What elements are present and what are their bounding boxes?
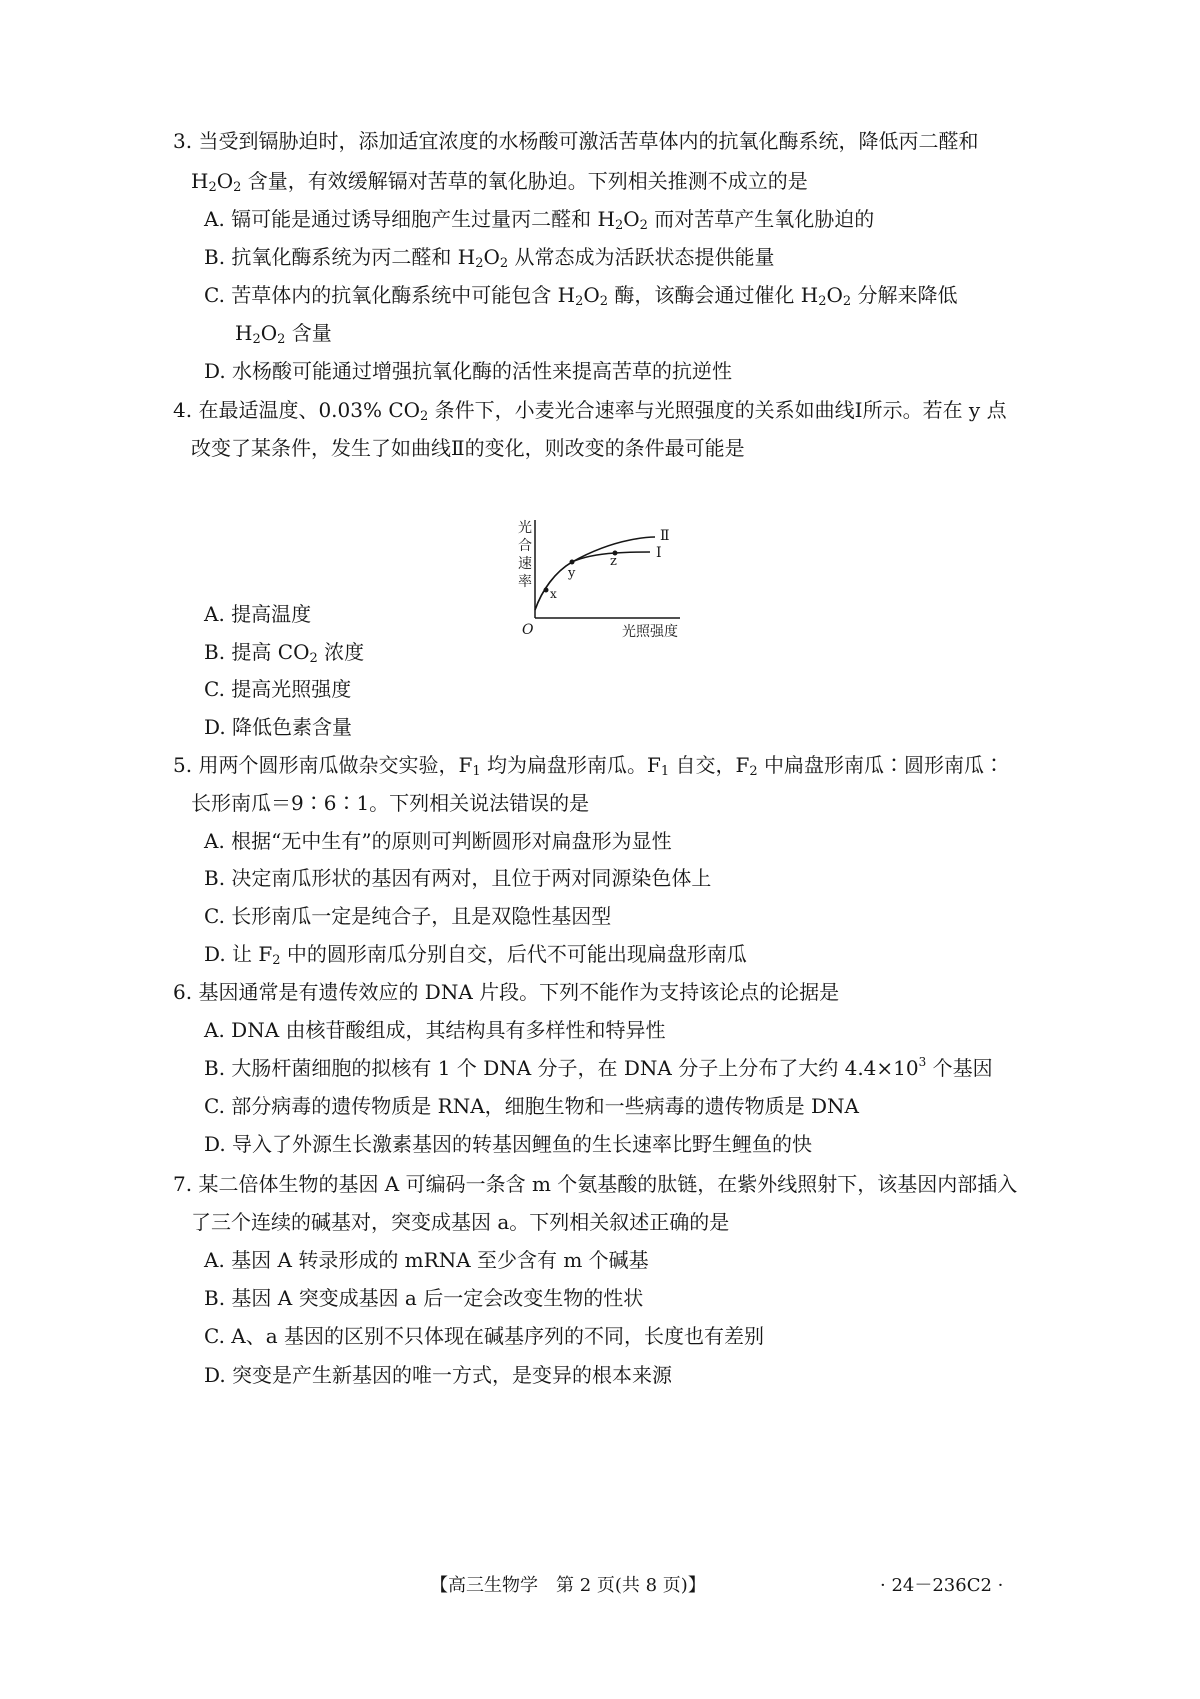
q6-stem: 6. 基因通常是有遗传效应的 DNA 片段。下列不能作为支持该论点的论据是 <box>173 980 840 1004</box>
point-y-label: y <box>568 566 576 581</box>
q5-stem-line1: 5. 用两个圆形南瓜做杂交实验，$F_1$ 均为扁盘形南瓜。$F_1$ 自交，$F_2$ 中扁盘形南瓜∶圆形南瓜∶ <box>173 753 1004 779</box>
q4-stem-line2: 改变了某条件，发生了如曲线Ⅱ的变化，则改变的条件最可能是 <box>191 436 745 460</box>
q3-option-b: B. 抗氧化酶系统为丙二醛和 $H_2O_2$ 从常态成为活跃状态提供能量 <box>204 245 775 271</box>
curve-i <box>535 552 650 610</box>
y-label-char: 率 <box>518 574 532 590</box>
q3-stem-line2: $H_2O_2$ 含量，有效缓解镉对苦草的氧化胁迫。下列相关推测不成立的是 <box>191 169 808 195</box>
page-footer-title: 【高三生物学 第 2 页(共 8 页)】 <box>430 1575 706 1596</box>
photosynthesis-graph <box>510 510 710 640</box>
q7-option-c: C. A、a 基因的区别不只体现在碱基序列的不同，长度也有差别 <box>204 1324 765 1348</box>
q3-option-c-line1: C. 苦草体内的抗氧化酶系统中可能包含 $H_2O_2$ 酶，该酶会通过催化 $H_2O_2$ 分解来降低 <box>204 283 958 309</box>
point-x-label: x <box>550 587 557 601</box>
q3-option-d: D. 水杨酸可能通过增强抗氧化酶的活性来提高苦草的抗逆性 <box>204 359 733 383</box>
point-y <box>570 560 575 565</box>
q3-option-c-line2: $H_2O_2$ 含量 <box>235 321 332 347</box>
curve-ii-label: Ⅱ <box>660 528 670 544</box>
q6-option-d: D. 导入了外源生长激素基因的转基因鲤鱼的生长速率比野生鲤鱼的快 <box>204 1132 813 1156</box>
q7-option-b: B. 基因 A 突变成基因 a 后一定会改变生物的性状 <box>204 1286 644 1310</box>
q6-option-a: A. DNA 由核苷酸组成，其结构具有多样性和特异性 <box>204 1018 666 1042</box>
q6-option-b: B. 大肠杆菌细胞的拟核有 1 个 DNA 分子，在 DNA 分子上分布了大约 $4.4\times 10^3$ 个基因 <box>204 1055 993 1080</box>
q4-option-b: B. 提高 $CO_2$ 浓度 <box>204 640 365 666</box>
q4-stem-line1: 4. 在最适温度、0.03% $CO_2$ 条件下，小麦光合速率与光照强度的关系如曲线Ⅰ所示。若在 y 点 <box>173 398 1007 424</box>
y-label-char: 合 <box>518 538 532 554</box>
q4-option-d: D. 降低色素含量 <box>204 715 353 739</box>
q7-option-a: A. 基因 A 转录形成的 mRNA 至少含有 m 个碱基 <box>204 1248 649 1272</box>
q4-option-a: A. 提高温度 <box>204 602 312 626</box>
origin-label: O <box>522 622 534 638</box>
curve-i-label: Ⅰ <box>656 545 662 561</box>
point-x <box>544 588 549 593</box>
point-z-label: z <box>610 554 617 569</box>
x-label: 光照强度 <box>622 624 678 640</box>
q5-option-a: A. 根据“无中生有”的原则可判断圆形对扁盘形为显性 <box>204 829 672 853</box>
q7-option-d: D. 突变是产生新基因的唯一方式，是变异的根本来源 <box>204 1363 673 1387</box>
page-footer-code: · 24－236C2 · <box>880 1575 1004 1596</box>
q5-option-d: D. 让 $F_2$ 中的圆形南瓜分别自交，后代不可能出现扁盘形南瓜 <box>204 942 747 968</box>
q6-option-c: C. 部分病毒的遗传物质是 RNA，细胞生物和一些病毒的遗传物质是 DNA <box>204 1094 859 1118</box>
q5-option-c: C. 长形南瓜一定是纯合子，且是双隐性基因型 <box>204 904 612 928</box>
q3-stem-line1: 3. 当受到镉胁迫时，添加适宜浓度的水杨酸可激活苦草体内的抗氧化酶系统，降低丙二醛和 <box>173 129 979 153</box>
q5-option-b: B. 决定南瓜形状的基因有两对，且位于两对同源染色体上 <box>204 866 712 890</box>
q3-option-a: A. 镉可能是通过诱导细胞产生过量丙二醛和 $H_2O_2$ 而对苦草产生氧化胁迫的 <box>204 207 875 233</box>
y-label-char: 光 <box>518 520 532 536</box>
q5-stem-line2: 长形南瓜＝9∶6∶1。下列相关说法错误的是 <box>191 791 590 815</box>
q4-option-c: C. 提高光照强度 <box>204 677 352 701</box>
y-label-char: 速 <box>518 556 532 572</box>
q7-stem-line2: 了三个连续的碱基对，突变成基因 a。下列相关叙述正确的是 <box>191 1210 730 1234</box>
q7-stem-line1: 7. 某二倍体生物的基因 A 可编码一条含 m 个氨基酸的肽链，在紫外线照射下，该基因内部插入 <box>173 1172 1018 1196</box>
